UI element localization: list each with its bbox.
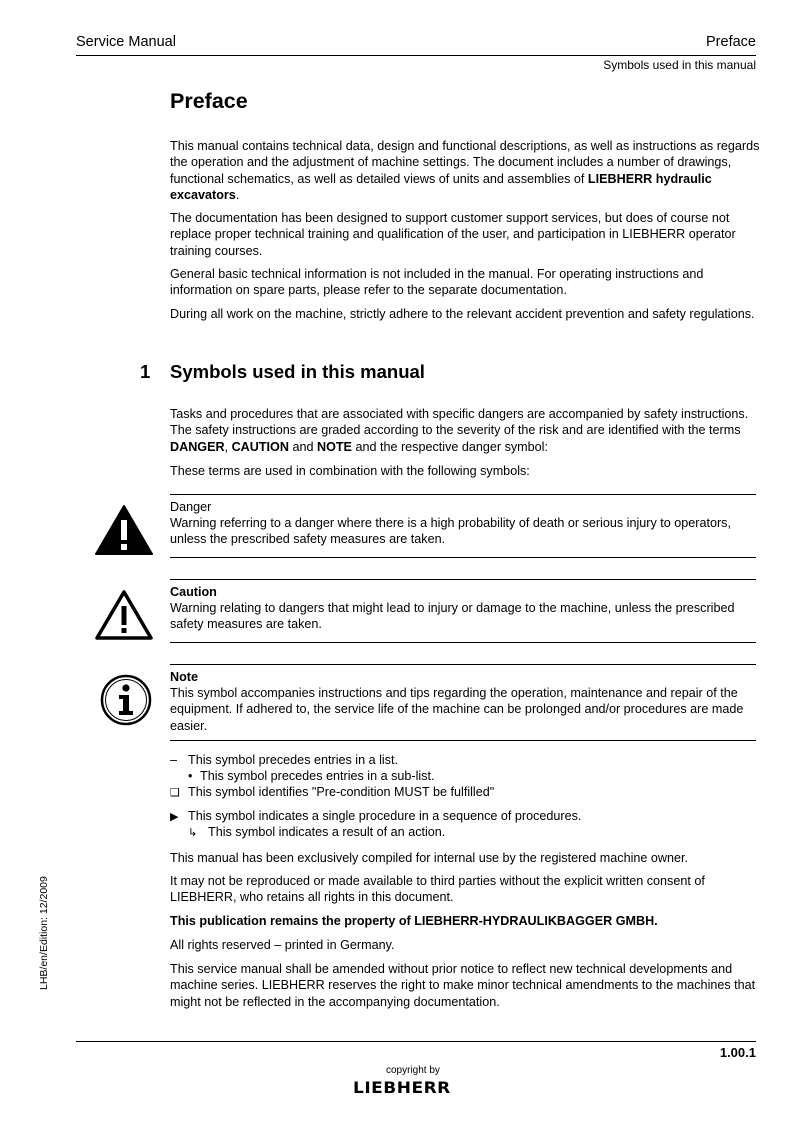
intro-p1-end: . bbox=[235, 188, 240, 203]
liebherr-logo: LIEBHERR bbox=[353, 1078, 451, 1098]
footer-divider bbox=[76, 1041, 756, 1042]
section-paragraph-2: These terms are used in combination with the following symbols: bbox=[170, 464, 530, 478]
caution-triangle-icon bbox=[94, 589, 154, 646]
arrow-marker-icon: ▶ bbox=[170, 811, 179, 823]
danger-bottom-rule bbox=[170, 557, 756, 558]
note-top-rule bbox=[170, 664, 756, 665]
page-number: 1.00.1 bbox=[719, 1045, 756, 1060]
page-title: Preface bbox=[170, 89, 248, 113]
list-item-precondition bbox=[170, 784, 494, 801]
header-divider bbox=[76, 55, 756, 56]
result-arrow-icon: ↳ bbox=[188, 827, 198, 839]
list-item-result bbox=[188, 824, 445, 841]
danger-text: Warning referring to a danger where there is a high probability of death or serious injury to operators, unless the prescribed safety measures are taken. bbox=[170, 516, 731, 547]
intro-paragraph-1 bbox=[170, 138, 760, 204]
info-icon bbox=[100, 674, 152, 731]
note-text: This symbol accompanies instructions and tips regarding the operation, maintenance and repair of the equipment. If adhered to, the service life of the machine can be prolonged and/or procedures are made easier. bbox=[170, 686, 744, 733]
edition-note: LHB/en/Edition: 12/2009 bbox=[38, 876, 50, 990]
section-p1-sep2: and bbox=[288, 439, 317, 454]
note-bottom-rule bbox=[170, 740, 756, 741]
dash-marker-icon: – bbox=[170, 753, 178, 767]
closing-paragraph-2: It may not be reproduced or made available to third parties without the explicit written consent of LIEBHERR, who retains all rights in this document. bbox=[170, 874, 705, 905]
caution-text: Warning relating to dangers that might lead to injury or damage to the machine, unless the prescribed safety measures are taken. bbox=[170, 601, 735, 632]
intro-paragraph-4: During all work on the machine, strictly adhere to the relevant accident prevention and safety regulations. bbox=[170, 307, 755, 321]
list-item-text: This symbol indicates a result of an action. bbox=[208, 825, 446, 839]
section-paragraph-1 bbox=[170, 406, 760, 455]
closing-paragraph-1: This manual has been exclusively compiled for internal use by the registered machine owner. bbox=[170, 851, 689, 865]
danger-title: Danger bbox=[170, 500, 212, 514]
closing-property-notice: This publication remains the property of LIEBHERR-HYDRAULIKBAGGER GMBH. bbox=[170, 914, 658, 928]
list-item-text: This symbol identifies "Pre-condition MUST be fulfilled" bbox=[188, 785, 495, 799]
section-p1-end: and the respective danger symbol: bbox=[351, 439, 548, 454]
bullet-marker-icon: • bbox=[188, 769, 193, 783]
closing-paragraph-5: This service manual shall be amended without prior notice to reflect new technical developments and machine series. LIEBHERR reserves the right to make minor technical amendments to the machines that might not be reflected in the accompanying documentation. bbox=[170, 962, 756, 1009]
checkbox-marker-icon: ❑ bbox=[170, 787, 180, 799]
term-caution: CAUTION bbox=[231, 439, 289, 454]
term-danger: DANGER bbox=[170, 439, 225, 454]
intro-p1-bold: LIEBHERR hydraulic excavators bbox=[170, 171, 712, 203]
header-section-subtitle: Symbols used in this manual bbox=[603, 58, 756, 72]
list-item-dash bbox=[170, 752, 398, 768]
caution-bottom-rule bbox=[170, 642, 756, 643]
list-item-bullet bbox=[188, 768, 434, 784]
section-p1-sep1: , bbox=[224, 439, 232, 454]
list-item-procedure bbox=[170, 808, 581, 825]
closing-paragraph-4: All rights reserved – printed in Germany. bbox=[170, 938, 395, 952]
list-item-text: This symbol indicates a single procedure in a sequence of procedures. bbox=[188, 809, 582, 823]
list-item-text: This symbol precedes entries in a list. bbox=[188, 753, 398, 767]
copyright-label: copyright by bbox=[386, 1065, 440, 1076]
list-item-text: This symbol precedes entries in a sub-list. bbox=[200, 769, 435, 783]
header-chapter-title: Preface bbox=[706, 34, 756, 50]
intro-paragraph-2: The documentation has been designed to support customer support services, but does of course not replace proper technical training and qualification of the user, and participation in LIEBHERR operator training courses. bbox=[170, 211, 736, 258]
header-manual-title: Service Manual bbox=[76, 34, 176, 50]
section-p1-text: Tasks and procedures that are associated with specific dangers are accompanied by safety instructions. The safety instructions are graded according to the severity of the risk and are identified with the terms bbox=[170, 407, 749, 438]
section-number: 1 bbox=[140, 361, 151, 382]
section-title: Symbols used in this manual bbox=[170, 361, 425, 382]
note-title: Note bbox=[170, 670, 198, 684]
term-note: NOTE bbox=[316, 439, 352, 454]
caution-title: Caution bbox=[170, 585, 217, 599]
danger-triangle-icon bbox=[94, 504, 154, 561]
intro-paragraph-3: General basic technical information is not included in the manual. For operating instructions and information on spare parts, please refer to the separate documentation. bbox=[170, 267, 704, 298]
intro-p1-text: This manual contains technical data, design and functional descriptions, as well as instructions as regards the operation and the adjustment of machine settings. The document includes a number of drawings, functional schematics, as well as detailed views of units and assemblies of bbox=[170, 139, 760, 186]
danger-top-rule bbox=[170, 494, 756, 495]
caution-top-rule bbox=[170, 579, 756, 580]
